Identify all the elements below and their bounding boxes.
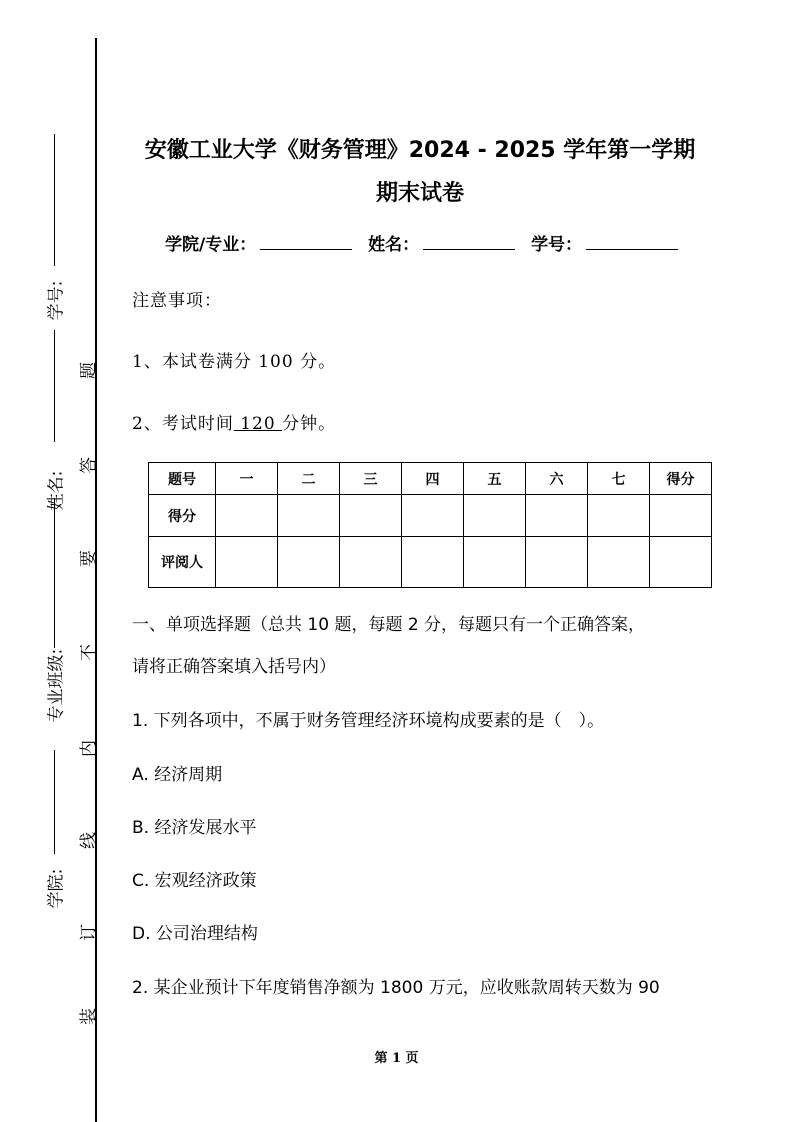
name-rule-upper (54, 330, 55, 442)
question-1-option-c: C. 宏观经济政策 (132, 871, 257, 891)
name-field[interactable] (423, 233, 515, 250)
reviewer-row (149, 537, 712, 588)
exam-title: 安徽工业大学《财务管理》2024 - 2025 学年第一学期 (144, 138, 696, 163)
score-cell[interactable] (650, 495, 712, 537)
header-cell: 题号 (149, 463, 216, 495)
reviewer-cell[interactable] (464, 537, 526, 588)
header-cell: 二 (278, 463, 340, 495)
score-cell[interactable] (340, 495, 402, 537)
seal-char: 装 (79, 1008, 99, 1025)
note-item-2-prefix: 2、考试时间 (132, 414, 234, 434)
college-major-field[interactable] (260, 233, 352, 250)
page-number: 第 1 页 (374, 1051, 419, 1066)
score-cell[interactable] (216, 495, 278, 537)
reviewer-cell[interactable] (588, 537, 650, 588)
score-table (148, 462, 712, 588)
margin-student-id-label: 学号: (46, 280, 67, 321)
class-rule (54, 750, 55, 854)
reviewer-cell[interactable] (650, 537, 712, 588)
margin-name-label: 姓名: (46, 470, 67, 511)
question-2-stem: 2. 某企业预计下年度销售净额为 1800 万元，应收账款周转天数为 90 (132, 978, 660, 998)
seal-char: 内 (79, 740, 99, 757)
name-label: 姓名： (368, 235, 420, 255)
notes-heading: 注意事项： (132, 291, 222, 311)
question-1-option-d: D. 公司治理结构 (132, 924, 258, 944)
student-info-row (165, 230, 688, 255)
exam-subtitle: 期末试卷 (375, 181, 464, 206)
reviewer-cell[interactable] (402, 537, 464, 588)
margin-college-label: 学院: (46, 868, 67, 909)
score-cell[interactable] (402, 495, 464, 537)
college-major-label: 学院/专业： (165, 235, 257, 255)
seal-char: 订 (79, 924, 99, 941)
header-cell: 四 (402, 463, 464, 495)
header-cell: 五 (464, 463, 526, 495)
section1-heading-line2: 请将正确答案填入括号内） (132, 657, 336, 677)
header-cell: 三 (340, 463, 402, 495)
score-cell[interactable] (464, 495, 526, 537)
note-item-2-suffix: 分钟。 (282, 414, 337, 434)
question-1-option-b: B. 经济发展水平 (132, 818, 257, 838)
row-label: 得分 (149, 495, 216, 537)
question-1-option-a: A. 经济周期 (132, 765, 223, 785)
header-cell: 六 (526, 463, 588, 495)
question-1-stem: 1. 下列各项中，不属于财务管理经济环境构成要素的是（ ）。 (132, 711, 605, 731)
student-id-field[interactable] (586, 233, 678, 250)
seal-char: 要 (79, 550, 99, 567)
header-cell: 七 (588, 463, 650, 495)
exam-duration-value: 120 (233, 414, 283, 434)
score-cell[interactable] (588, 495, 650, 537)
score-cell[interactable] (526, 495, 588, 537)
student-id-label: 学号： (531, 235, 583, 255)
margin-class-label: 专业班级: (46, 648, 67, 723)
seal-char: 线 (79, 832, 99, 849)
seal-char: 题 (79, 362, 99, 379)
header-cell: 一 (216, 463, 278, 495)
reviewer-cell[interactable] (340, 537, 402, 588)
binding-line (95, 38, 97, 1122)
reviewer-cell[interactable] (278, 537, 340, 588)
reviewer-cell[interactable] (216, 537, 278, 588)
seal-char: 答 (79, 457, 99, 474)
score-cell[interactable] (278, 495, 340, 537)
reviewer-cell[interactable] (526, 537, 588, 588)
note-item-1: 1、本试卷满分 100 分。 (132, 352, 337, 372)
name-rule-lower (54, 498, 55, 648)
score-table-header-row (149, 463, 712, 495)
section1-heading-line1: 一、单项选择题（总共 10 题，每题 2 分，每题只有一个正确答案， (132, 615, 646, 635)
score-row (149, 495, 712, 537)
header-cell: 得分 (650, 463, 712, 495)
seal-char: 不 (79, 644, 99, 661)
student-id-rule (54, 134, 55, 266)
row-label: 评阅人 (149, 537, 216, 588)
note-item-2 (132, 409, 336, 434)
